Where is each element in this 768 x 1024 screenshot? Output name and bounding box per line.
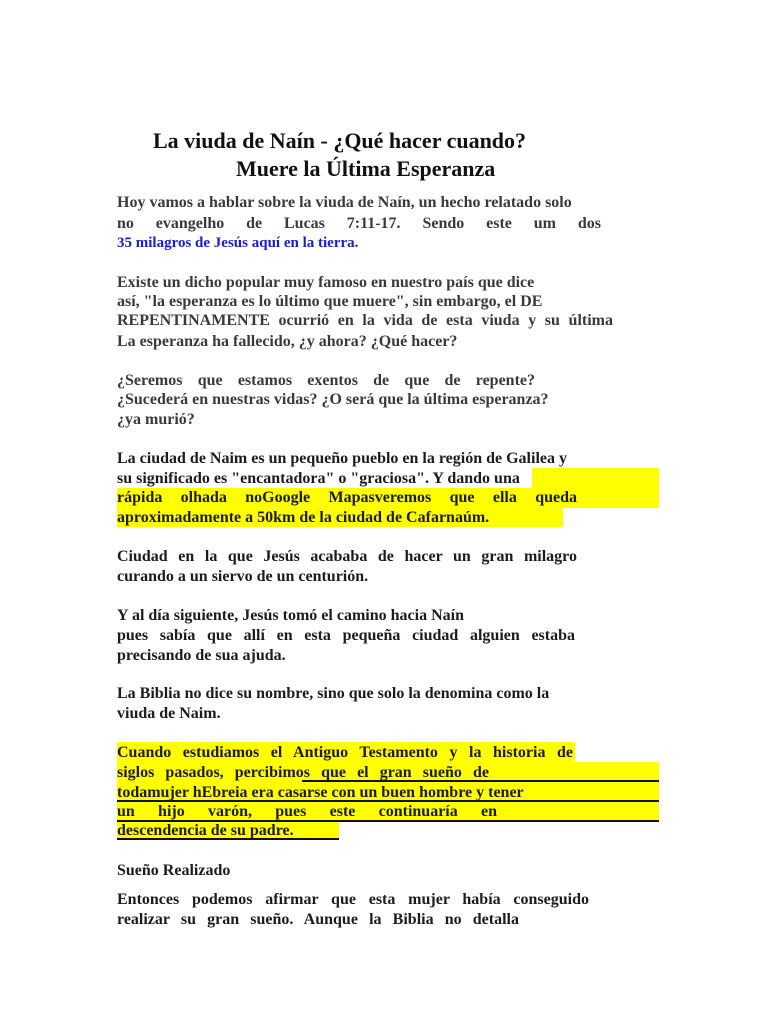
p4-line-2-text: su significado es "encantadora" o "graciosa". Y dando u: [117, 470, 503, 487]
p5-line-2: curando a un siervo de un centurión.: [117, 568, 369, 585]
p8-line-2: siglos pasados, percibimos que el gran sueño de: [117, 764, 489, 781]
p4-line-1: La ciudad de Naim es un pequeño pueblo en la región de Galilea y: [117, 450, 567, 467]
p9-line-2: realizar su gran sueño. Aunque la Biblia no detalla: [117, 911, 519, 928]
p2-line-4: La esperanza ha fallecido, ¿y ahora? ¿Qué hacer?: [117, 333, 458, 350]
p2-line-1: Existe un dicho popular muy famoso en nuestro país que dice: [117, 274, 535, 291]
title-line-1: La viuda de Naín - ¿Qué hacer cuando?: [153, 128, 527, 153]
p8-line-1: Cuando estudiamos el Antiguo Testamento y la historia de: [117, 744, 573, 761]
p4-line-4: aproximadamente a 50km de la ciudad de Cafarnaúm.: [117, 509, 490, 526]
p4-line-2: [117, 469, 587, 489]
p8-line-5: descendencia de su padre.: [117, 822, 294, 839]
p4-line-3: rápida olhada noGoogle Mapasveremos que ella queda: [117, 489, 577, 506]
p7-line-2: viuda de Naim.: [117, 705, 221, 722]
p2-line-3: REPENTINAMENTE ocurrió en la vida de esta viuda y su última: [117, 312, 613, 329]
p7-line-1: La Biblia no dice su nombre, sino que solo la denomina como la: [117, 685, 550, 702]
p1-line-2: no evangelho de Lucas 7:11-17. Sendo este um dos: [117, 215, 601, 232]
p3-line-3: ¿ya murió?: [117, 411, 195, 428]
p6-line-2: pues sabía que allí en esta pequeña ciudad alguien estaba: [117, 627, 575, 644]
p3-line-1: ¿Seremos que estamos exentos de que de repente?: [117, 372, 535, 389]
p9-line-1: Entonces podemos afirmar que esta mujer había conseguido: [117, 891, 589, 908]
p6-line-3: precisando de sua ajuda.: [117, 647, 286, 664]
p8-line-4: un hijo varón, pues este continuaría en: [117, 803, 497, 820]
p4-line-2-highlight: na: [502, 470, 520, 487]
p5-line-1: Ciudad en la que Jesús acababa de hacer un gran milagro: [117, 548, 577, 565]
title-line-2: Muere la Última Esperanza: [236, 156, 496, 181]
p3-line-2: ¿Sucederá en nuestras vidas? ¿O será que la última esperanza?: [117, 391, 549, 408]
p2-line-2: así, "la esperanza es lo último que muere", sin embargo, el DE: [117, 293, 543, 310]
p6-line-1: Y al día siguiente, Jesús tomó el camino hacia Naín: [117, 607, 464, 624]
section-heading: Sueño Realizado: [117, 862, 231, 879]
p1-line-3-link[interactable]: 35 milagros de Jesús aquí en la tierra.: [117, 235, 359, 251]
p8-line-3: todamujer hEbreia era casarse con un buen hombre y tener: [117, 784, 524, 801]
p1-line-1: Hoy vamos a hablar sobre la viuda de Naín, un hecho relatado solo: [117, 194, 572, 211]
